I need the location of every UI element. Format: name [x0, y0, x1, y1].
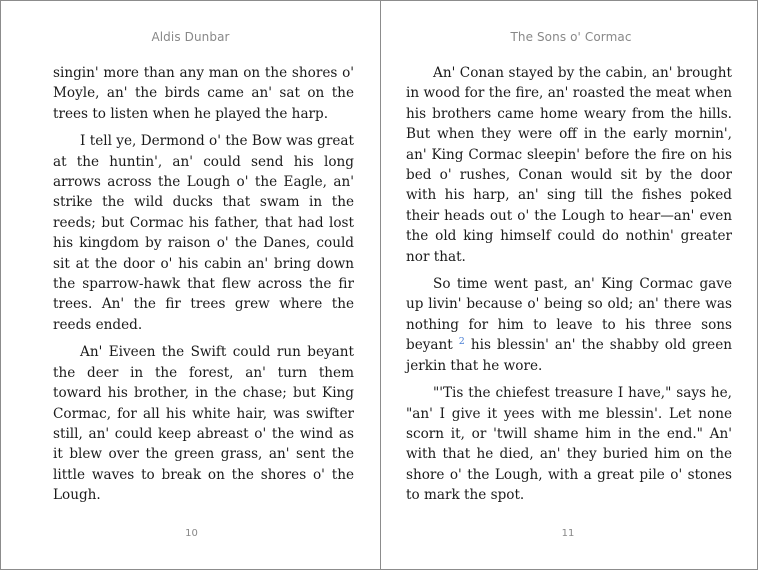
right-running-head: The Sons o' Cormac	[510, 30, 632, 44]
right-page[interactable]	[381, 1, 757, 569]
left-page[interactable]	[1, 1, 380, 569]
paragraph	[406, 274, 732, 376]
right-page-text	[406, 63, 732, 513]
right-page-number: 11	[561, 528, 575, 539]
paragraph: I tell ye, Dermond o' the Bow was great at the huntin', an' could send his long arrows across the Lough o' the Eagle, an' strike the wild ducks that swam in the reeds; but Cormac his father, that had lost his kingdom by raison o' the Danes, could sit at the door o' his cabin an' bring down the sparrow-hawk that flew across the fir trees. An' the fir trees grew where the reeds ended.	[53, 133, 354, 333]
paragraph: An' Conan stayed by the cabin, an' brought in wood for the fire, an' roasted the meat when his brothers came home weary from the hills. But when they were off in the early mornin', an' King Cormac sleepin' before the fire on his bed o' rushes, Conan would sit by the door with his harp, an' sing till the fishes poked their heads out o' the Lough to hear—an' even the old king himself could do nothin' greater nor that.	[406, 65, 732, 265]
left-page-number: 10	[185, 528, 198, 539]
left-running-head: Aldis Dunbar	[151, 30, 230, 44]
paragraph: An' Eiveen the Swift could run beyant the deer in the forest, an' turn them toward his brother, in the chase; but King Cormac, for all his white hair, was swifter still, an' could keep abreast o' the wind as it blew over the green grass, an' sent the little waves to break on the shores o' the Lough.	[53, 344, 354, 504]
left-page-text	[53, 63, 354, 513]
paragraph: "'Tis the chiefest treasure I have," says he, "an' I give it yees with me blessin'. Let none scorn it, or 'twill shame him in the end." An' with that he died, an' they buried him on the shore o' the Lough, with a great pile o' stones to mark the spot.	[406, 385, 732, 504]
paragraph: singin' more than any man on the shores o' Moyle, an' the birds came an' sat on the trees to listen when he played the harp.	[53, 65, 354, 122]
paragraph-text: So time went past, an' King Cormac gave up livin' because o' being so old; an' there was nothing for him to leave to his three sons beyant	[406, 276, 732, 354]
paragraph-text: his blessin' an' the shabby old green jerkin that he wore.	[406, 337, 733, 374]
footnote-link[interactable]: 2	[458, 336, 465, 348]
